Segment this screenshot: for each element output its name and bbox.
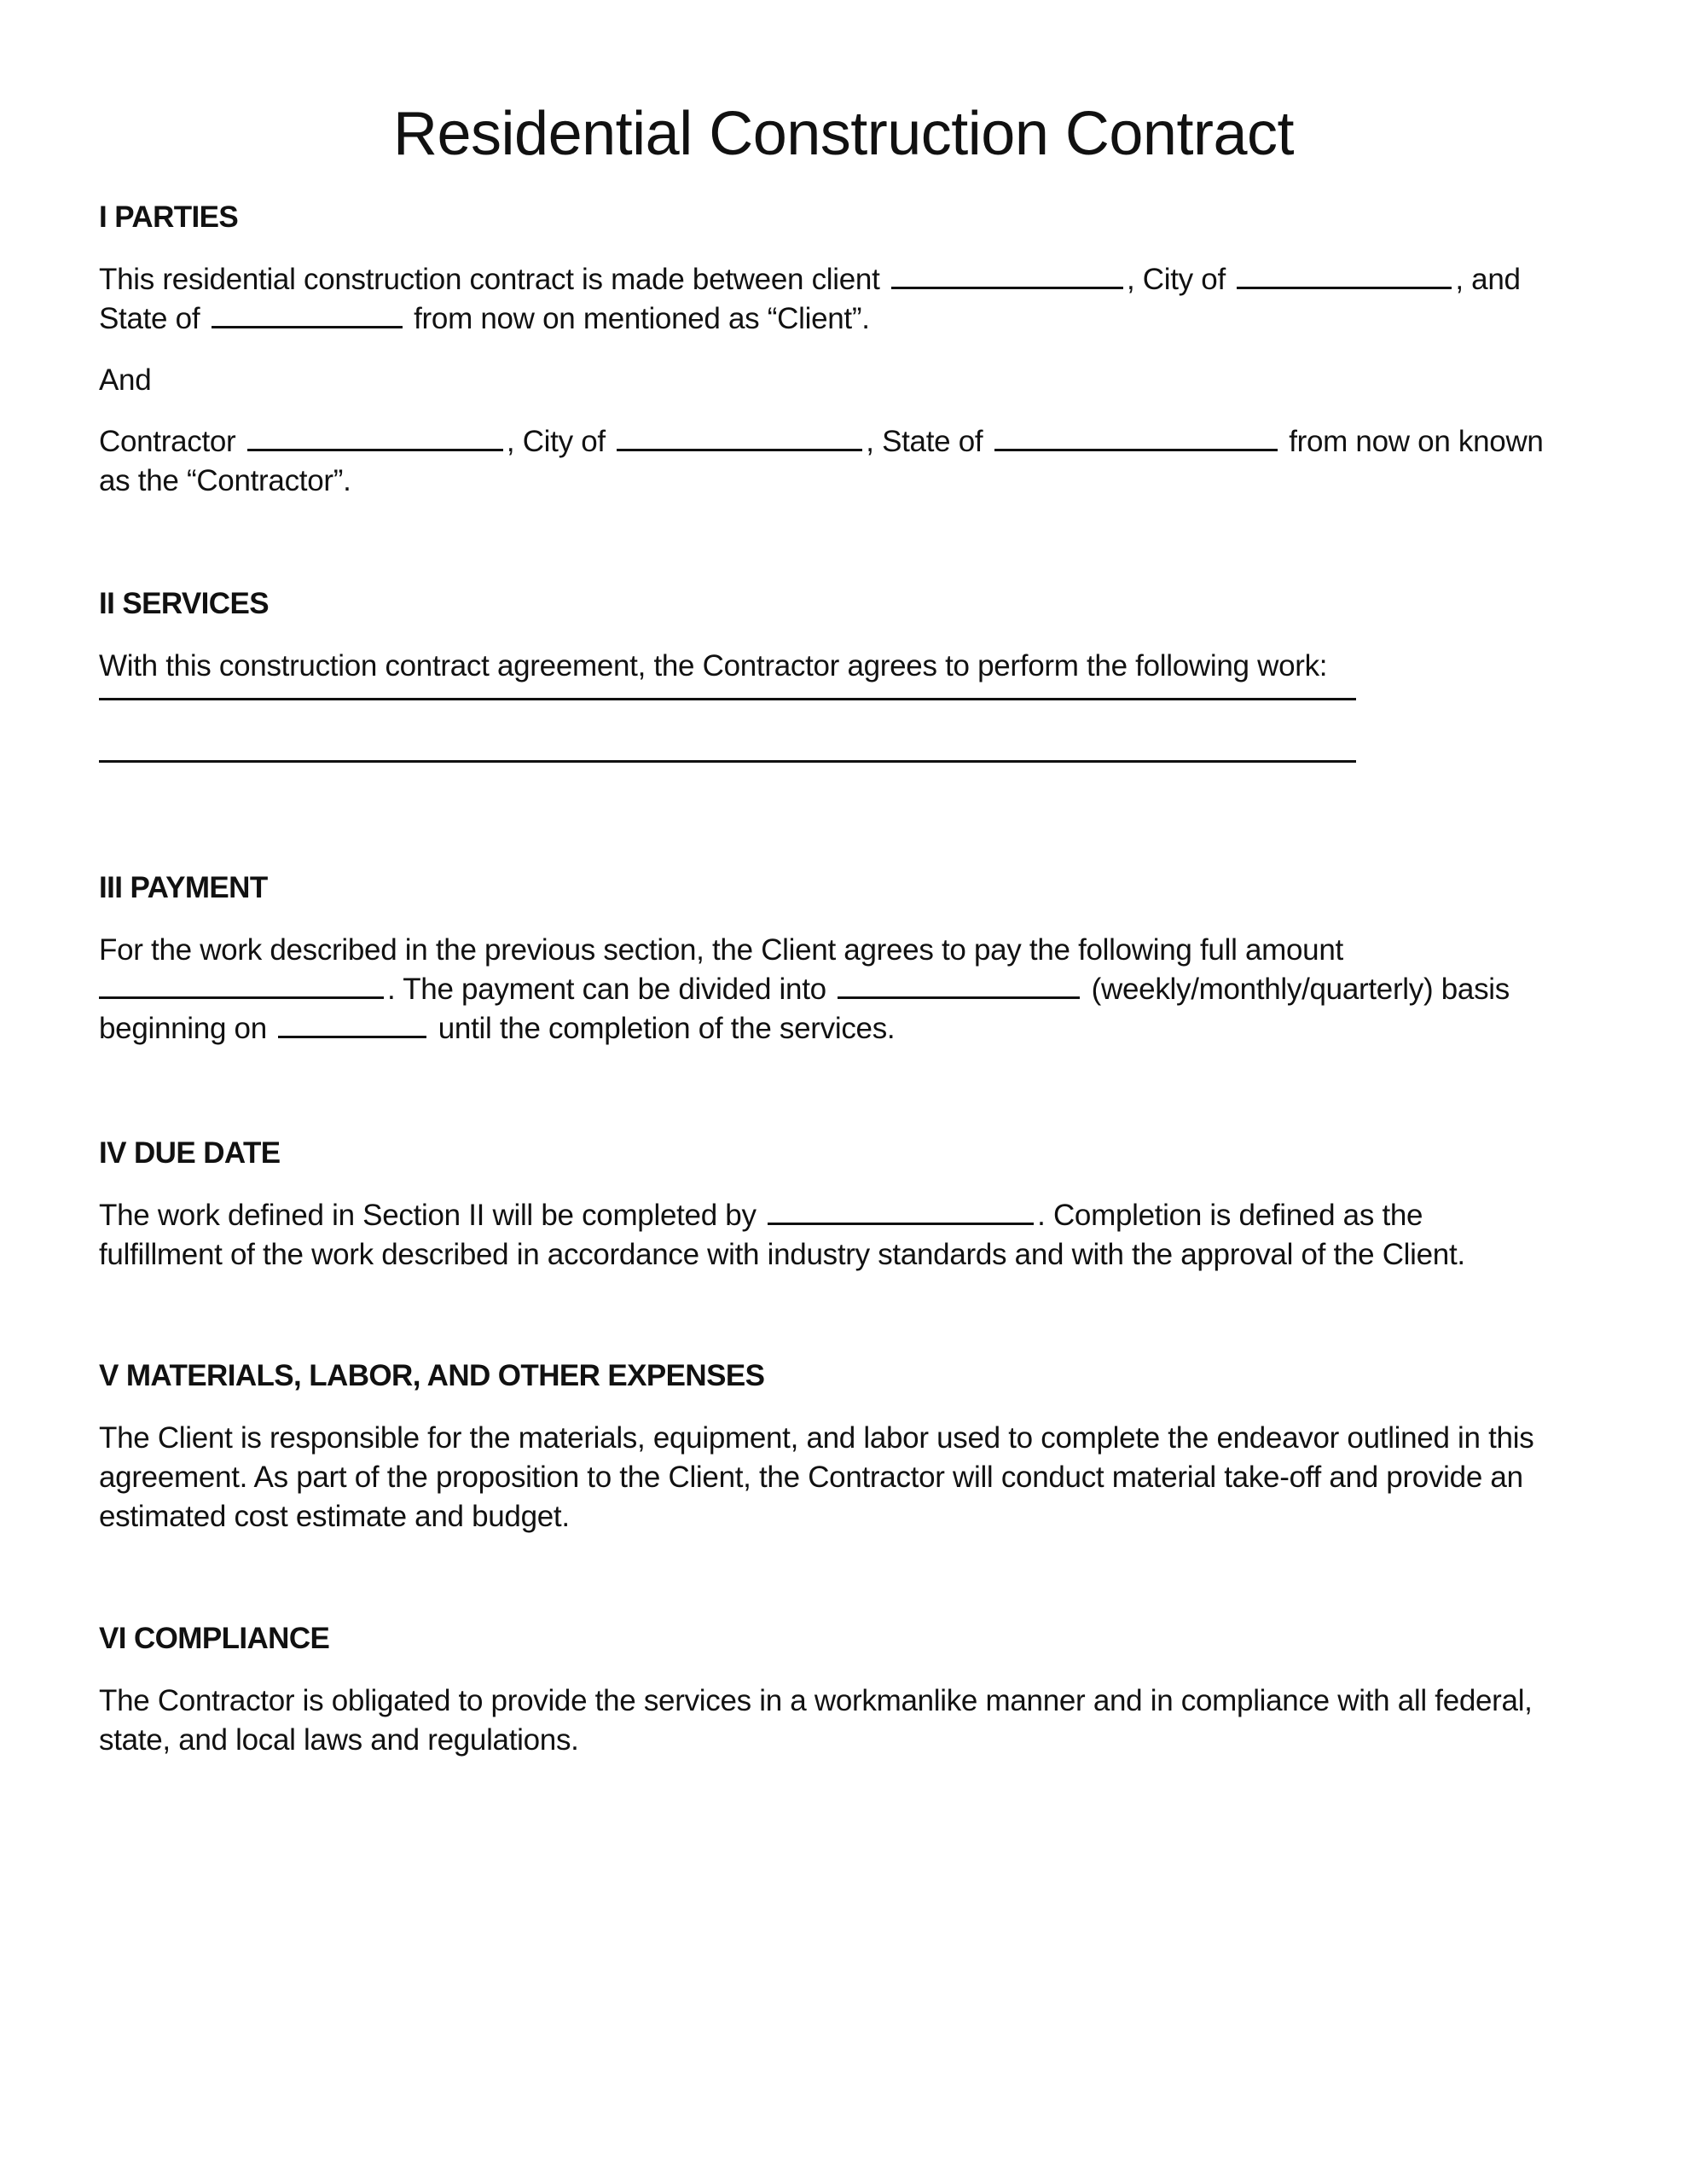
payment-text: For the work described in the previous section, the Client agrees to pay the following full amount <box>99 933 1343 967</box>
full-amount-field[interactable] <box>99 971 384 999</box>
section-heading-materials: V MATERIALS, LABOR, AND OTHER EXPENSES <box>99 1359 765 1392</box>
parties-and-text: And <box>99 363 152 397</box>
section-services <box>99 585 1600 763</box>
section-heading-services: II SERVICES <box>99 587 269 620</box>
contractor-city-field[interactable] <box>617 423 862 451</box>
start-date-field[interactable] <box>278 1010 426 1038</box>
parties-contractor-paragraph <box>99 422 1600 501</box>
parties-text: , City of <box>1126 263 1226 296</box>
services-intro: With this construction contract agreement, the Contractor agrees to perform the following work: <box>99 649 1328 682</box>
parties-text: from now on mentioned as “Client”. <box>414 302 870 335</box>
work-description-line-1[interactable] <box>99 698 1356 700</box>
section-payment <box>99 869 1600 1048</box>
section-due-date <box>99 1135 1600 1275</box>
materials-line: estimated cost estimate and budget. <box>99 1500 570 1533</box>
due-date-text: . Completion is defined as the <box>1037 1199 1423 1232</box>
materials-paragraph <box>99 1419 1600 1536</box>
parties-text: as the “Contractor”. <box>99 464 351 497</box>
installments-field[interactable] <box>838 971 1080 999</box>
section-heading-payment: III PAYMENT <box>99 871 268 904</box>
parties-text: , City of <box>506 425 606 458</box>
parties-text: Contractor <box>99 425 236 458</box>
payment-text: beginning on <box>99 1012 267 1045</box>
completion-date-field[interactable] <box>768 1197 1034 1225</box>
contractor-state-field[interactable] <box>994 423 1278 451</box>
client-name-field[interactable] <box>891 261 1123 289</box>
client-state-field[interactable] <box>212 300 403 328</box>
parties-text: State of <box>99 302 200 335</box>
due-date-paragraph <box>99 1196 1600 1275</box>
parties-text: This residential construction contract is made between client <box>99 263 880 296</box>
compliance-line: state, and local laws and regulations. <box>99 1723 579 1757</box>
parties-client-paragraph <box>99 260 1600 339</box>
section-heading-due-date: IV DUE DATE <box>99 1136 281 1170</box>
section-materials <box>99 1357 1600 1536</box>
parties-text: , and <box>1455 263 1521 296</box>
client-city-field[interactable] <box>1237 261 1452 289</box>
payment-text: . The payment can be divided into <box>387 973 826 1006</box>
document-title: Residential Construction Contract <box>392 100 1294 168</box>
section-heading-compliance: VI COMPLIANCE <box>99 1622 330 1655</box>
due-date-text: fulfillment of the work described in accordance with industry standards and with the approval of the Client. <box>99 1238 1465 1271</box>
materials-line: agreement. As part of the proposition to the Client, the Contractor will conduct material take-off and provide an <box>99 1461 1523 1494</box>
section-compliance <box>99 1620 1600 1760</box>
materials-line: The Client is responsible for the materials, equipment, and labor used to complete the endeavor outlined in this <box>99 1421 1534 1455</box>
section-heading-parties: I PARTIES <box>99 200 239 234</box>
payment-text: (weekly/monthly/quarterly) basis <box>1091 973 1510 1006</box>
payment-text: until the completion of the services. <box>438 1012 896 1045</box>
work-description-line-2[interactable] <box>99 760 1356 763</box>
due-date-text: The work defined in Section II will be completed by <box>99 1199 757 1232</box>
payment-paragraph <box>99 931 1600 1048</box>
section-parties <box>99 199 1600 501</box>
compliance-line: The Contractor is obligated to provide the services in a workmanlike manner and in compliance with all federal, <box>99 1684 1533 1717</box>
contractor-name-field[interactable] <box>247 423 503 451</box>
parties-text: , State of <box>866 425 983 458</box>
compliance-paragraph <box>99 1682 1600 1760</box>
parties-text: from now on known <box>1289 425 1544 458</box>
